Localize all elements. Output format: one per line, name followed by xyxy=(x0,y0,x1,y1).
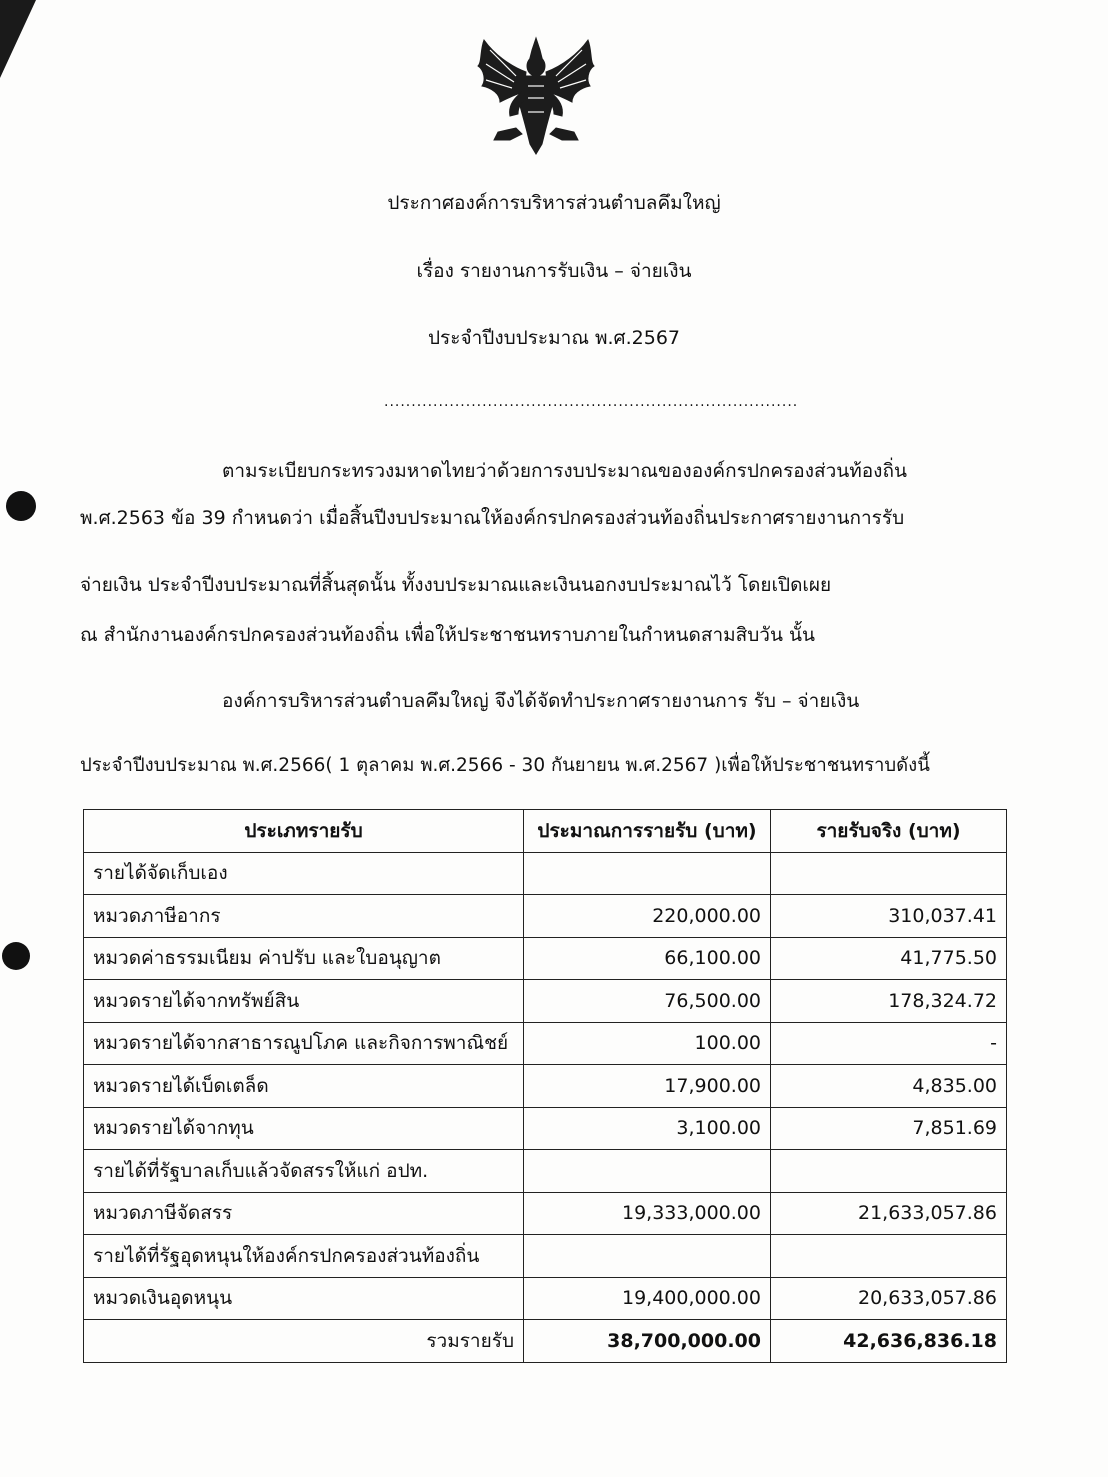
category-cell: หมวดภาษีจัดสรร xyxy=(84,1192,524,1235)
column-header: ประเภทรายรับ xyxy=(84,810,524,853)
total-actual: 42,636,836.18 xyxy=(771,1320,1007,1363)
estimate-cell: 220,000.00 xyxy=(524,895,771,938)
table-row xyxy=(84,1107,1007,1150)
category-cell: หมวดรายได้เบ็ดเตล็ด xyxy=(84,1065,524,1108)
column-header: รายรับจริง (บาท) xyxy=(771,810,1007,853)
estimate-cell: 66,100.00 xyxy=(524,937,771,980)
estimate-cell: 3,100.00 xyxy=(524,1107,771,1150)
table-row xyxy=(84,1022,1007,1065)
paragraph-line: ตามระเบียบกระทรวงมหาดไทยว่าด้วยการงบประมาณขององค์กรปกครองส่วนท้องถิ่น xyxy=(222,460,907,482)
total-row xyxy=(84,1320,1007,1363)
table-row xyxy=(84,1065,1007,1108)
category-cell: รายได้ที่รัฐอุดหนุนให้องค์กรปกครองส่วนท้องถิ่น xyxy=(84,1235,524,1278)
actual-cell xyxy=(771,852,1007,895)
paragraph-line: ประจำปีงบประมาณ พ.ศ.2566( 1 ตุลาคม พ.ศ.2566 - 30 กันยายน พ.ศ.2567 )เพื่อให้ประชาชนทราบดังนี้ xyxy=(80,755,930,776)
estimate-cell: 76,500.00 xyxy=(524,980,771,1023)
table-header-row xyxy=(84,810,1007,853)
estimate-cell: 19,400,000.00 xyxy=(524,1277,771,1320)
category-cell: หมวดภาษีอากร xyxy=(84,895,524,938)
table-row xyxy=(84,1277,1007,1320)
category-cell: หมวดเงินอุดหนุน xyxy=(84,1277,524,1320)
category-cell: รายได้จัดเก็บเอง xyxy=(84,852,524,895)
paragraph-line: องค์การบริหารส่วนตำบลคึมใหญ่ จึงได้จัดทำประกาศรายงานการ รับ – จ่ายเงิน xyxy=(222,690,860,712)
paragraph-line: พ.ศ.2563 ข้อ 39 กำหนดว่า เมื่อสิ้นปีงบประมาณให้องค์กรปกครองส่วนท้องถิ่นประกาศรายงานการรับ xyxy=(80,507,905,529)
actual-cell: 21,633,057.86 xyxy=(771,1192,1007,1235)
estimate-cell xyxy=(524,1235,771,1278)
category-cell: รายได้ที่รัฐบาลเก็บแล้วจัดสรรให้แก่ อปท. xyxy=(84,1150,524,1193)
table-row xyxy=(84,852,1007,895)
estimate-cell: 100.00 xyxy=(524,1022,771,1065)
paragraph-line: จ่ายเงิน ประจำปีงบประมาณที่สิ้นสุดนั้น ทั้งงบประมาณและเงินนอกงบประมาณไว้ โดยเปิดเผย xyxy=(80,574,832,596)
estimate-cell xyxy=(524,1150,771,1193)
table-row xyxy=(84,895,1007,938)
revenue-table xyxy=(83,809,1007,1363)
actual-cell xyxy=(771,1235,1007,1278)
table-row xyxy=(84,1150,1007,1193)
estimate-cell: 17,900.00 xyxy=(524,1065,771,1108)
announcement-subject: เรื่อง รายงานการรับเงิน – จ่ายเงิน xyxy=(416,260,692,282)
table-row xyxy=(84,1235,1007,1278)
punch-hole xyxy=(6,491,36,521)
actual-cell: 41,775.50 xyxy=(771,937,1007,980)
scan-corner-shadow xyxy=(0,0,36,78)
estimate-cell xyxy=(524,852,771,895)
paragraph-line: ณ สำนักงานองค์กรปกครองส่วนท้องถิ่น เพื่อให้ประชาชนทราบภายในกำหนดสามสิบวัน นั้น xyxy=(80,624,815,646)
actual-cell: 7,851.69 xyxy=(771,1107,1007,1150)
actual-cell xyxy=(771,1150,1007,1193)
category-cell: หมวดรายได้จากทุน xyxy=(84,1107,524,1150)
actual-cell: 4,835.00 xyxy=(771,1065,1007,1108)
category-cell: หมวดค่าธรรมเนียม ค่าปรับ และใบอนุญาต xyxy=(84,937,524,980)
column-header: ประมาณการรายรับ (บาท) xyxy=(524,810,771,853)
total-label: รวมรายรับ xyxy=(84,1320,524,1363)
category-cell: หมวดรายได้จากสาธารณูปโภค และกิจการพาณิชย์ xyxy=(84,1022,524,1065)
punch-hole xyxy=(2,942,30,970)
table-row xyxy=(84,1192,1007,1235)
fiscal-year-line: ประจำปีงบประมาณ พ.ศ.2567 xyxy=(427,327,681,349)
actual-cell: - xyxy=(771,1022,1007,1065)
actual-cell: 178,324.72 xyxy=(771,980,1007,1023)
table-row xyxy=(84,980,1007,1023)
total-estimate: 38,700,000.00 xyxy=(524,1320,771,1363)
dotted-separator: ............................................................................ xyxy=(384,394,799,410)
garuda-emblem-icon xyxy=(470,36,602,158)
actual-cell: 20,633,057.86 xyxy=(771,1277,1007,1320)
announcement-title: ประกาศองค์การบริหารส่วนตำบลคึมใหญ่ xyxy=(387,192,721,214)
actual-cell: 310,037.41 xyxy=(771,895,1007,938)
category-cell: หมวดรายได้จากทรัพย์สิน xyxy=(84,980,524,1023)
estimate-cell: 19,333,000.00 xyxy=(524,1192,771,1235)
table-row xyxy=(84,937,1007,980)
